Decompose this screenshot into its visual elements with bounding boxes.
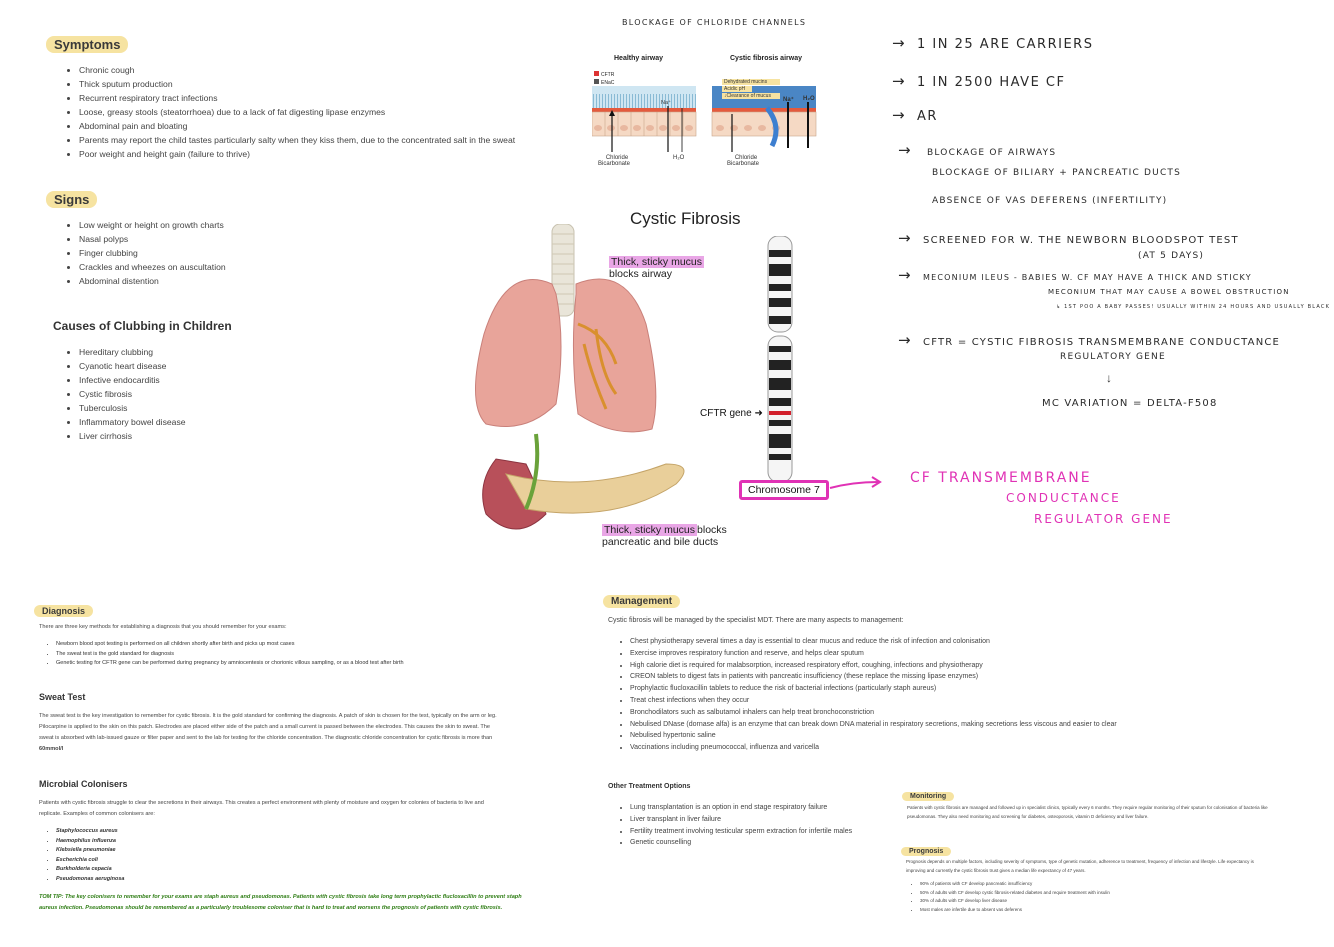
symptoms-title: Symptoms — [46, 36, 128, 53]
note-regulatory-gene: REGULATORY GENE — [1060, 352, 1166, 362]
pink-note-line1: CF TRANSMEMBRANE — [910, 470, 1092, 486]
chromosome-7-icon — [766, 236, 796, 482]
list-item: • Thick sputum production — [79, 77, 581, 91]
symptoms-section — [46, 36, 128, 54]
list-item: • Treat chest infections when they occur — [630, 695, 1310, 707]
pink-note-line3: REGULATOR GENE — [1034, 512, 1173, 526]
list-item: • 50% of adults with CF develop cystic fibrosis-related diabetes and require treatment with insulin — [920, 889, 1110, 898]
list-item: • Burkholderia cepacia — [56, 865, 124, 875]
diagnosis-title: Diagnosis — [34, 605, 93, 617]
arrow-icon: → — [892, 72, 905, 90]
signs-title: Signs — [46, 191, 97, 208]
list-item: • Cyanotic heart disease — [79, 359, 361, 373]
list-item: • 30% of adults with CF develop liver disease — [920, 897, 1110, 906]
list-item: • The sweat test is the gold standard for diagnosis — [56, 650, 502, 660]
healthy-chloride-label: Chloride Bicarbonate — [597, 155, 631, 167]
list-item: • Vaccinations including pneumococcal, influenza and varicella — [630, 742, 1310, 754]
list-item: • Liver transplant in liver failure — [630, 814, 900, 826]
cf-membrane — [712, 108, 816, 112]
list-item: • Haemophilus influenza — [56, 837, 124, 847]
list-item: • Recurrent respiratory tract infections — [79, 91, 581, 105]
list-item: • Most males are infertile due to absent vas deferens — [920, 906, 1110, 915]
list-item: • Nasal polyps — [79, 232, 361, 246]
symptoms-list — [61, 63, 581, 161]
list-item: • Hereditary clubbing — [79, 345, 361, 359]
list-item: • Loose, greasy stools (steatorrhoea) due to a lack of fat digesting lipase enzymes — [79, 105, 581, 119]
list-item: • Abdominal pain and bloating — [79, 119, 581, 133]
list-item: • Lung transplantation is an option in end stage respiratory failure — [630, 802, 900, 814]
airway-handwritten-title: BLOCKAGE OF CHLORIDE CHANNELS — [622, 18, 807, 27]
note-meconium-2: MECONIUM THAT MAY CAUSE A BOWEL OBSTRUCTION — [1048, 288, 1290, 296]
note-meconium-3: ↳ 1ST POO A BABY PASSES! USUALLY WITHIN 24 HOURS AND USUALLY BLACK — [1056, 304, 1331, 310]
tag-acidic: Acidic pH — [722, 86, 752, 92]
list-item: • Bronchodilators such as salbutamol inhalers can help treat bronchoconstriction — [630, 707, 1310, 719]
list-item: • High calorie diet is required for malabsorption, increased respiratory effort, coughing, infections and physiotherapy — [630, 660, 1310, 672]
list-item: • CREON tablets to digest fats in patients with pancreatic insufficiency (these replace the missing lipase enzymes) — [630, 671, 1310, 683]
other-treatment-list — [610, 802, 900, 849]
note-blockage-ducts: BLOCKAGE OF BILIARY + PANCREATIC DUCTS — [932, 168, 1182, 178]
list-item: • Infective endocarditis — [79, 373, 361, 387]
list-item: • Low weight or height on growth charts — [79, 218, 361, 232]
list-item: • Finger clubbing — [79, 246, 361, 260]
down-arrow-icon: ↓ — [1106, 371, 1112, 385]
management-section — [603, 591, 680, 609]
left-lung — [475, 280, 561, 427]
healthy-na-label: Na⁺ — [661, 100, 671, 106]
note-mc-variation: MC VARIATION = DELTA-F508 — [1042, 398, 1218, 409]
microbial-title: Microbial Colonisers — [39, 779, 128, 789]
list-item: • Exercise improves respiratory function and reserve, and helps clear sputum — [630, 648, 1310, 660]
list-item: • Nebulised DNase (dornase alfa) is an enzyme that can break down DNA material in respiratory secretions, making secretions less viscous and easier to clear — [630, 719, 1310, 731]
list-item: • Genetic counselling — [630, 837, 900, 849]
note-vas-deferens: ABSENCE OF VAS DEFERENS (INFERTILITY) — [932, 196, 1168, 206]
monitoring-title: Monitoring — [902, 792, 954, 801]
list-item: • Escherichia coli — [56, 856, 124, 866]
list-item: • Parents may report the child tastes particularly salty when they kiss them, due to the concentrated salt in the sweat — [79, 133, 581, 147]
list-item: • Klebsiella pneumoniae — [56, 846, 124, 856]
legend-cftr: CFTR — [594, 71, 614, 78]
cftr-gene-band — [769, 411, 791, 415]
list-item: • Crackles and wheezes on auscultation — [79, 260, 361, 274]
diagnosis-list — [42, 640, 502, 669]
list-item: • Chest physiotherapy several times a day is essential to clear mucus and reduce the risk of infection and colonisation — [630, 636, 1310, 648]
healthy-cells — [592, 112, 696, 136]
other-treatment-title: Other Treatment Options — [608, 783, 691, 790]
tag-dehydrated: Dehydrated mucins — [722, 79, 780, 85]
cf-cells — [712, 112, 816, 136]
healthy-cilia — [592, 94, 696, 108]
list-item: • Abdominal distention — [79, 274, 361, 288]
list-item: • Newborn blood spot testing is performed on all children shortly after birth and picks up most cases — [56, 640, 502, 650]
list-item: • Chronic cough — [79, 63, 581, 77]
signs-list — [61, 218, 361, 288]
cf-airway-tags — [722, 79, 780, 99]
list-item: • 90% of patients with CF develop pancreatic insufficiency — [920, 880, 1110, 889]
list-item: • Pseudomonas aeruginosa — [56, 875, 124, 885]
list-item: • Fertility treatment involving testicular sperm extraction for infertile males — [630, 826, 900, 838]
list-item: • Inflammatory bowel disease — [79, 415, 361, 429]
list-item: • Staphylococcus aureus — [56, 827, 124, 837]
list-item: • Cystic fibrosis — [79, 387, 361, 401]
prognosis-title: Prognosis — [901, 847, 951, 856]
healthy-airway-label: Healthy airway — [614, 55, 664, 62]
arrow-icon: → — [898, 266, 911, 284]
note-meconium: → MECONIUM ILEUS - BABIES W. CF MAY HAVE A THICK AND STICKY — [898, 266, 1252, 284]
cf-airway-label: Cystic fibrosis airway — [730, 55, 802, 62]
legend-enac: ENaC — [594, 79, 614, 86]
enac-swatch-icon — [594, 79, 599, 84]
cf-na-label: Na⁺ — [783, 97, 794, 103]
cftr-swatch-icon — [594, 71, 599, 76]
prognosis-text: Prognosis depends on multiple factors, including severity of symptoms, type of genetic mutation, adherence to treatment, frequency of infection and lifestyle. Life expectancy is improving and currently the cystic fibrosis trust gives a median life expectancy of 47 years. — [906, 859, 1254, 873]
cftr-gene-label: CFTR gene ➜ — [700, 408, 763, 419]
pink-arrow-icon — [828, 474, 884, 494]
note-ar: → AR — [892, 106, 938, 124]
prognosis-section — [901, 840, 951, 858]
prognosis-list — [920, 880, 1110, 914]
monitoring-text: Patients with cystic fibrosis are managed and followed up in specialist clinics, typically every 6 months. They require regular monitoring of their sputum for colonisation of bacteria like pseudomonas. They also need monitoring and screening for diabetes, osteoporosis, vitamin D deficiency and liver failure. — [907, 805, 1268, 819]
diagnosis-intro: There are three key methods for establishing a diagnosis that you should remember for your exams: — [39, 624, 287, 630]
cf-h2o-label: H₂O — [803, 96, 815, 102]
management-list — [610, 636, 1310, 754]
note-blockage: → BLOCKAGE OF AIRWAYS — [898, 141, 1057, 159]
arrow-icon: → — [892, 34, 905, 52]
tom-tip: TOM TIP: The key colonisers to remember for your exams are staph aureus and pseudomonas. Patients with cystic fibrosis take long term prophylactic flucloxacillin to prevent staph aureus infection. Pseudomonas should be remembered as a particularly troublesome coloniser that is hard to treat and worsens the prognosis of patients with cystic fibrosis. — [39, 894, 522, 911]
sweat-test-title: Sweat Test — [39, 692, 86, 702]
management-intro: Cystic fibrosis will be managed by the specialist MDT. There are many aspects to management: — [608, 617, 904, 624]
list-item: • Prophylactic flucloxacillin tablets to reduce the risk of bacterial infections (particularly staph aureus) — [630, 683, 1310, 695]
note-screened: → SCREENED FOR W. THE NEWBORN BLOODSPOT TEST — [898, 229, 1239, 247]
management-title: Management — [603, 595, 680, 608]
clubbing-list — [61, 345, 361, 443]
list-item: • Poor weight and height gain (failure to thrive) — [79, 147, 581, 161]
diagnosis-section — [34, 601, 93, 619]
pink-note-line2: CONDUCTANCE — [1006, 491, 1121, 505]
note-carriers: → 1 IN 25 ARE CARRIERS — [892, 34, 1094, 52]
note-incidence: → 1 IN 2500 HAVE CF — [892, 72, 1066, 90]
list-item: • Liver cirrhosis — [79, 429, 361, 443]
list-item: • Genetic testing for CFTR gene can be performed during pregnancy by amniocentesis or chorionic villous sampling, or as a blood test after birth — [56, 659, 502, 669]
cf-chloride-label: Chloride Bicarbonate — [726, 155, 760, 167]
tag-clearance: ↓Clearance of mucus — [722, 93, 780, 99]
cf-diagram-title: Cystic Fibrosis — [630, 209, 741, 228]
monitoring-section — [902, 785, 954, 803]
arrow-icon: → — [898, 141, 911, 159]
mucus-airway-label: Thick, sticky mucus blocks airway — [609, 256, 703, 280]
arrow-icon: → — [898, 229, 911, 247]
list-item: • Nebulised hypertonic saline — [630, 730, 1310, 742]
microbial-text: Patients with cystic fibrosis struggle to clear the secretions in their airways. This creates a perfect environment with plenty of moisture and oxygen for colonies of bacteria to live and replicate. Examples of common colonisers are: — [39, 800, 484, 817]
clubbing-title: Causes of Clubbing in Children — [53, 319, 232, 333]
healthy-h2o-label: H₂O — [673, 155, 685, 161]
list-item: • Tuberculosis — [79, 401, 361, 415]
note-at-5-days: (AT 5 DAYS) — [1138, 251, 1205, 261]
arrow-icon: → — [898, 331, 911, 349]
healthy-membrane — [592, 108, 696, 112]
sweat-test-text: The sweat test is the key investigation to remember for cystic fibrosis. It is the gold standard for confirming the diagnosis. A patch of skin is chosen for the test, typically on the arm or leg. Pilocarpine is applied to the skin on this patch. Electrodes are placed either side of the patch and a small current is passed between the electrodes. This causes the skin to sweat. The sweat is absorbed with lab-issued gauze or filter paper and sent to the lab for testing for the chloride concentration. The diagnostic chloride concentration for cystic fibrosis is more than 60mmol/l — [39, 713, 497, 752]
mucus-ducts-label: Thick, sticky mucus blocks pancreatic and bile ducts — [602, 524, 727, 548]
arrow-icon: → — [892, 106, 905, 124]
chromosome-7-label: Chromosome 7 — [739, 480, 829, 500]
signs-section — [46, 191, 97, 209]
arrow-right-icon: ➜ — [754, 408, 763, 419]
note-cftr: → CFTR = CYSTIC FIBROSIS TRANSMEMBRANE CONDUCTANCE — [898, 331, 1281, 349]
colonisers-list — [42, 827, 124, 885]
